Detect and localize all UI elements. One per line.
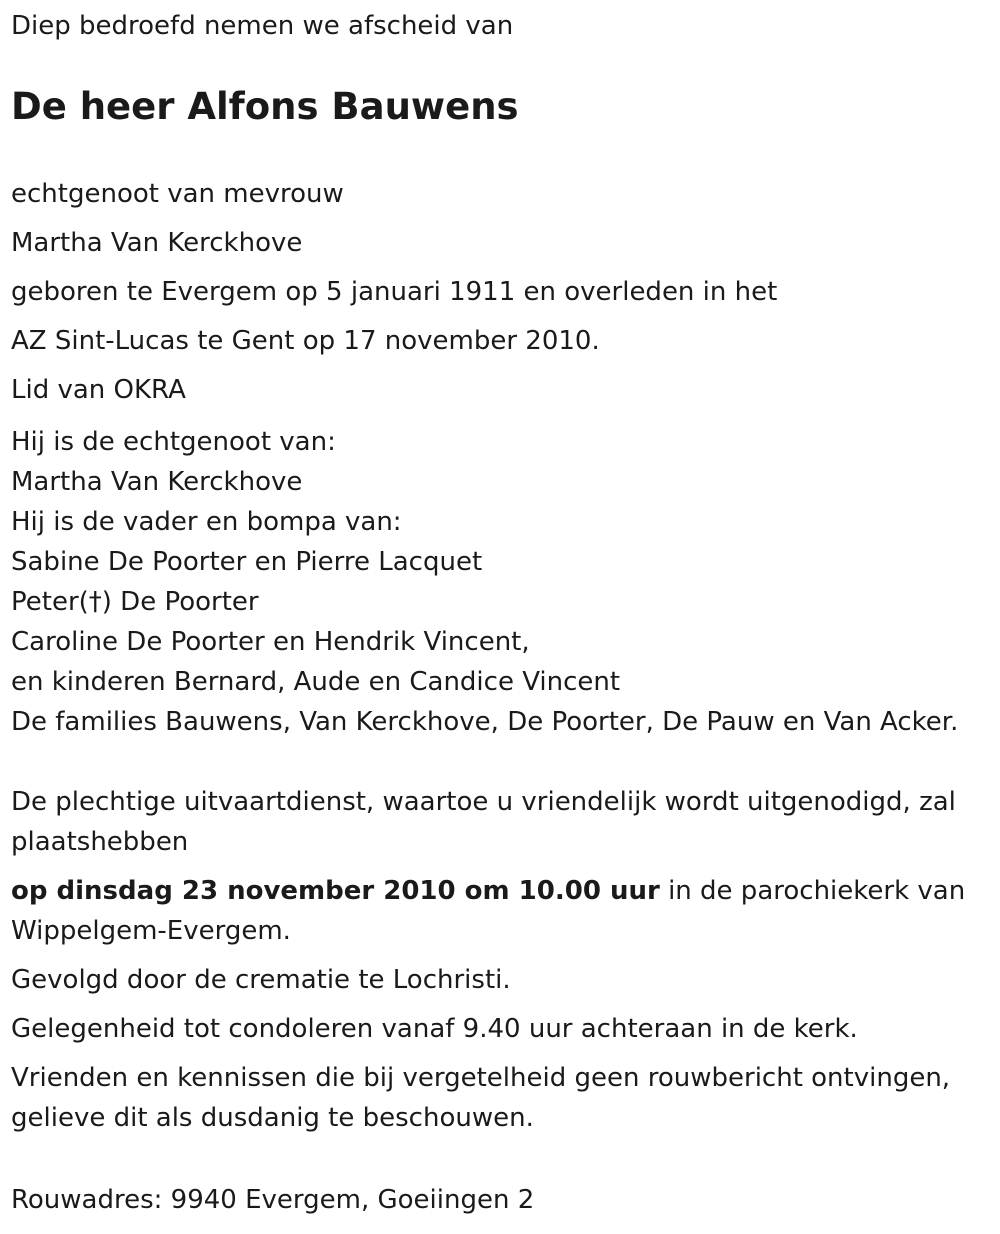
family-line: Sabine De Poorter en Pierre Lacquet — [11, 547, 483, 577]
deceased-name: De heer Alfons Bauwens — [11, 85, 519, 128]
birth-line-1: geboren te Evergem op 5 januari 1911 en overleden in het — [11, 277, 778, 307]
service-location: in de parochiekerk van Wippelgem-Evergem. — [11, 876, 966, 946]
condolences-note: Gelegenheid tot condoleren vanaf 9.40 uur achteraan in de kerk. — [11, 1014, 858, 1044]
family-line: Hij is de echtgenoot van: — [11, 427, 336, 457]
biography-block — [11, 174, 777, 419]
family-list — [11, 422, 958, 742]
spouse-name: Martha Van Kerckhove — [11, 228, 303, 258]
cremation-note: Gevolgd door de crematie te Lochristi. — [11, 965, 511, 995]
family-line: Caroline De Poorter en Hendrik Vincent, — [11, 627, 530, 657]
friends-note: Vrienden en kennissen die bij vergetelheid geen rouwbericht ontvingen, gelieve dit als dusdanig te beschouwen. — [11, 1063, 951, 1133]
service-details — [11, 782, 986, 1147]
family-line: Martha Van Kerckhove — [11, 467, 303, 497]
intro-text: Diep bedroefd nemen we afscheid van — [11, 11, 514, 41]
family-line: Peter(†) De Poorter — [11, 587, 259, 617]
mourning-address: Rouwadres: 9940 Evergem, Goeiingen 2 — [11, 1185, 535, 1215]
family-line: Hij is de vader en bompa van: — [11, 507, 402, 537]
family-line: De families Bauwens, Van Kerckhove, De Poorter, De Pauw en Van Acker. — [11, 707, 959, 737]
birth-line-2: AZ Sint-Lucas te Gent op 17 november 2010. — [11, 326, 600, 356]
service-intro: De plechtige uitvaartdienst, waartoe u vriendelijk wordt uitgenodigd, zal plaatshebben — [11, 787, 956, 857]
membership: Lid van OKRA — [11, 375, 186, 405]
service-when-where — [11, 871, 986, 951]
spouse-of-label: echtgenoot van mevrouw — [11, 179, 344, 209]
family-line: en kinderen Bernard, Aude en Candice Vincent — [11, 667, 621, 697]
service-datetime: op dinsdag 23 november 2010 om 10.00 uur — [11, 876, 660, 906]
